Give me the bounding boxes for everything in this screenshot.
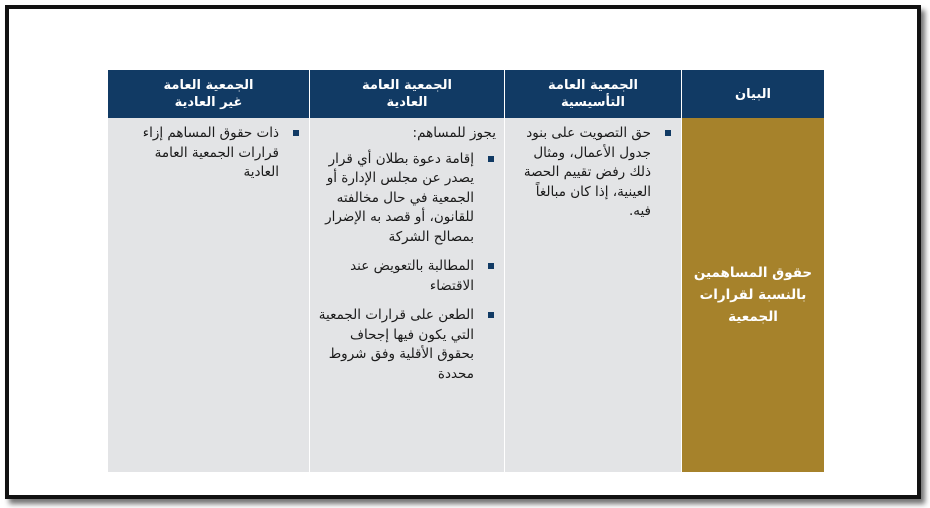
statement-line3: الجمعية [728,309,778,325]
cell-extraordinary [108,118,309,472]
column-divider [681,70,682,472]
cell-constituent [505,118,681,472]
header-ordinary-line1: الجمعية العامة [362,78,452,93]
header-statement-label: البيان [735,86,771,102]
header-ordinary-line2: العادية [386,95,428,110]
square-bullet-icon [488,263,494,269]
statement-line2: بالنسبة لقرارات [699,287,807,303]
header-extraordinary-assembly [108,70,309,118]
list-item [318,150,496,248]
square-bullet-icon [665,130,671,136]
ordinary-item-text: إقامة دعوة بطلان أي قرار يصدر عن مجلس الإدارة أو الجمعية في حال مخالفته للقانون، أو قصد به الإضرار بمصالح الشركة [325,150,474,245]
extraordinary-item-text: ذات حقوق المساهم إزاء قرارات الجمعية العامة العادية [142,125,279,180]
list-item [318,257,496,296]
square-bullet-icon [488,156,494,162]
header-extraordinary-line2: غير العادية [174,95,243,110]
statement-line1: حقوق المساهمين [693,265,813,281]
cell-ordinary [310,118,504,472]
cell-statement [682,118,824,472]
header-ordinary-assembly [310,70,504,118]
shareholder-rights-table [108,70,824,472]
square-bullet-icon [293,130,299,136]
header-constituent-line2: التأسيسية [560,95,626,110]
square-bullet-icon [488,312,494,318]
column-divider [309,70,310,472]
header-extraordinary-line1: الجمعية العامة [163,78,254,93]
column-divider [504,70,505,472]
constituent-item-text: حق التصويت على بنود جدول الأعمال، ومثال ذلك رفض تقييم الحصة العينية، إذا كان مبالغاً فيه. [523,125,651,219]
list-item [116,124,301,183]
ordinary-item-text: الطعن على قرارات الجمعية التي يكون فيها إجحاف بحقوق الأقلية وفق شروط محددة [318,307,474,382]
list-item [513,124,673,222]
header-statement [682,70,824,118]
ordinary-intro: يجوز للمساهم: [412,125,496,141]
header-constituent-assembly [505,70,681,118]
ordinary-item-text: المطالبة بالتعويض عند الاقتضاء [350,258,474,294]
header-constituent-line1: الجمعية العامة [548,78,638,93]
list-item [318,306,496,384]
